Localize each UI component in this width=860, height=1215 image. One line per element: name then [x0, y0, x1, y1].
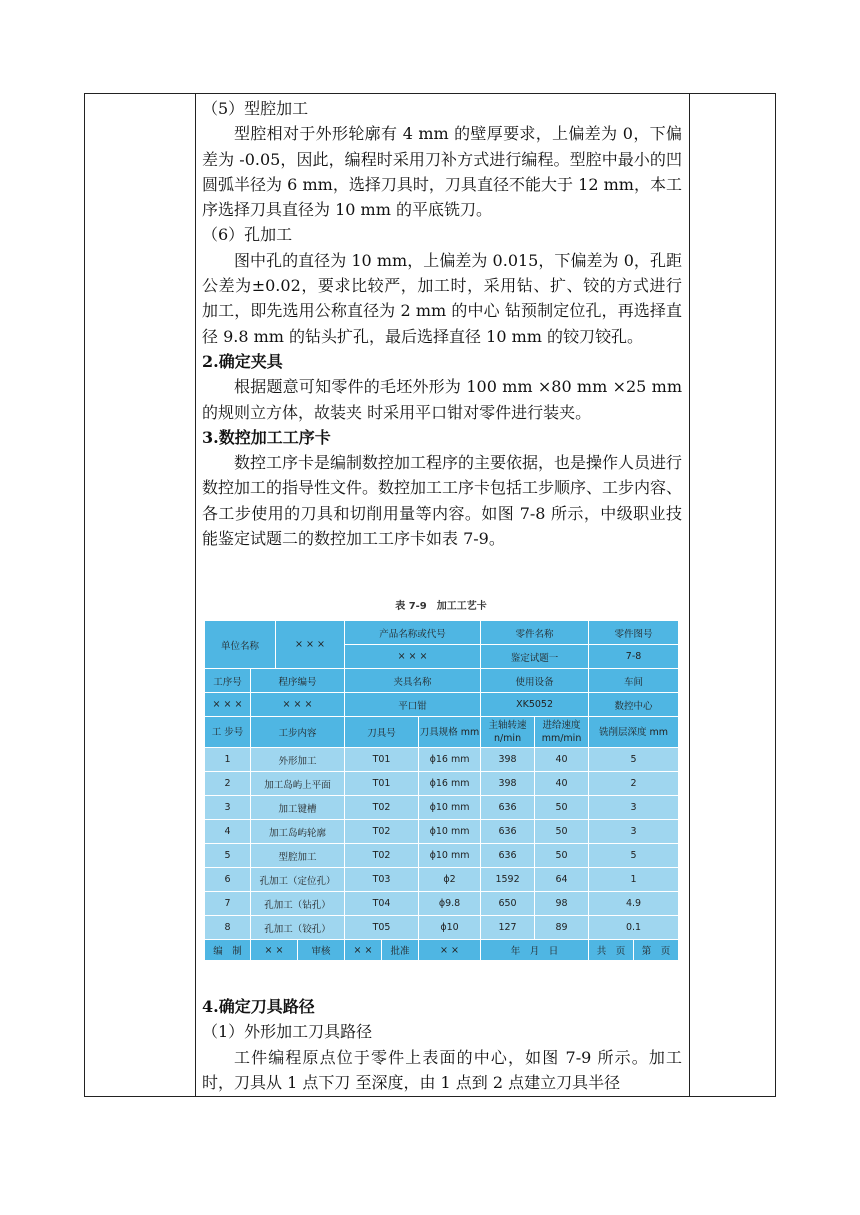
fixture-heading: 2.确定夹具 [202, 351, 283, 371]
fixture-value: 平口钳 [345, 693, 481, 717]
column-divider-right [689, 94, 690, 1096]
product-value: × × × [345, 645, 481, 669]
table-row [205, 892, 679, 916]
card-body: 数控工序卡是编制数控加工程序的主要依据，也是操作人员进行数控加工的指导性文件。数控加工工序卡包括工步顺序、工步内容、各工步使用的刀具和切削用量等内容。如图 7-8 所示，中级职业技能鉴定试题二的数控加工工序卡如表 7-9。 [202, 453, 683, 549]
path-body: 工件编程原点位于零件上表面的中心，如图 7-9 所示。加工时，刀具从 1 点下刀 至深度，由 1 点到 2 点建立刀具半径 [202, 1047, 682, 1092]
path-sub: （1）外形加工刀具路径 [202, 1022, 373, 1042]
cell-spec: ϕ10 mm [419, 844, 481, 868]
sec5-body: 型腔相对于外形轮廓有 4 mm 的壁厚要求，上偏差为 0，下偏差为 -0.05，因此，编程时采用刀补方式进行编程。型腔中最小的凹圆弧半径为 6 mm，选择刀具时，刀具直径不能大于 12 mm，本工序选择刀具直径为 10 mm 的平底铣刀。 [202, 124, 682, 220]
part-name-label: 零件名称 [481, 621, 589, 645]
header-row-4 [205, 693, 679, 717]
step-rows [205, 748, 679, 940]
unit-cell [205, 621, 345, 669]
compile-value: × × [251, 940, 298, 960]
column-header-row [205, 717, 679, 748]
cell-spec: ϕ10 mm [419, 796, 481, 820]
cell-feed: 50 [535, 820, 589, 844]
cell-depth: 2 [589, 772, 679, 796]
table-row [205, 772, 679, 796]
review-label: 审核 [311, 946, 331, 957]
unit-value: × × × [295, 639, 325, 650]
main-text [202, 96, 682, 551]
equip-label: 使用设备 [481, 669, 589, 693]
proc-no-value: × × × [205, 693, 251, 717]
equip-value: XK5052 [481, 693, 589, 717]
cell-content: 孔加工（钻孔） [251, 892, 345, 916]
cell-feed: 89 [535, 916, 589, 940]
shop-value: 数控中心 [589, 693, 679, 717]
cell-step: 5 [205, 844, 251, 868]
compile-label: 编 制 [205, 940, 251, 961]
table-row [205, 796, 679, 820]
cell-spec: ϕ10 mm [419, 820, 481, 844]
fixture-body: 根据题意可知零件的毛坯外形为 100 mm ×80 mm ×25 mm 的规则立方体，故装夹 时采用平口钳对零件进行装夹。 [202, 377, 682, 422]
header-row-3 [205, 669, 679, 693]
table-row [205, 844, 679, 868]
cell-content: 加工岛屿轮廓 [251, 820, 345, 844]
table-row [205, 916, 679, 940]
cell-tool: T03 [345, 868, 419, 892]
cell-step: 3 [205, 796, 251, 820]
review-cell [345, 940, 419, 961]
cell-content: 加工键槽 [251, 796, 345, 820]
fixture-label: 夹具名称 [345, 669, 481, 693]
col-spec: 刀具规格 mm [419, 717, 481, 748]
cell-step: 6 [205, 868, 251, 892]
footer-row [205, 940, 679, 961]
col-content: 工步内容 [251, 717, 345, 748]
cell-spec: ϕ16 mm [419, 748, 481, 772]
cell-depth: 5 [589, 844, 679, 868]
col-tool: 刀具号 [345, 717, 419, 748]
cell-tool: T05 [345, 916, 419, 940]
review-value: × × [345, 940, 382, 960]
cell-spec: ϕ10 [419, 916, 481, 940]
col-depth: 铣削层深度 mm [589, 717, 679, 748]
page-number: 第 页 [641, 946, 671, 957]
cell-tool: T01 [345, 748, 419, 772]
card-heading: 3.数控加工工序卡 [202, 427, 331, 447]
cell-tool: T02 [345, 844, 419, 868]
cell-depth: 3 [589, 820, 679, 844]
cell-spec: ϕ2 [419, 868, 481, 892]
prog-no-label: 程序编号 [251, 669, 345, 693]
cell-depth: 5 [589, 748, 679, 772]
process-card-table [204, 620, 679, 961]
approve-label: 批准 [390, 946, 410, 957]
path-heading: 4.确定刀具路径 [202, 997, 315, 1016]
table-caption: 表 7-9 加工工艺卡 [395, 601, 487, 612]
cell-feed: 50 [535, 796, 589, 820]
cell-feed: 64 [535, 868, 589, 892]
header-row-1 [205, 621, 679, 645]
cell-tool: T04 [345, 892, 419, 916]
cell-speed: 636 [481, 820, 535, 844]
sec6-title: （6）孔加工 [202, 225, 293, 245]
col-speed: 主轴转速 n/min [481, 717, 535, 748]
cell-step: 1 [205, 748, 251, 772]
proc-no-label: 工序号 [205, 669, 251, 693]
cell-spec: ϕ9.8 [419, 892, 481, 916]
cell-content: 外形加工 [251, 748, 345, 772]
cell-step: 8 [205, 916, 251, 940]
cell-spec: ϕ16 mm [419, 772, 481, 796]
cell-content: 孔加工（定位孔） [251, 868, 345, 892]
cell-depth: 1 [589, 868, 679, 892]
process-card-figure [204, 600, 678, 961]
cell-depth: 0.1 [589, 916, 679, 940]
cell-speed: 1592 [481, 868, 535, 892]
cell-speed: 636 [481, 796, 535, 820]
total-pages: 共 页 [589, 940, 634, 960]
cell-feed: 40 [535, 772, 589, 796]
table-row [205, 868, 679, 892]
approve-value: × × [419, 940, 481, 961]
page-cell [589, 940, 679, 961]
cell-content: 型腔加工 [251, 844, 345, 868]
cell-feed: 98 [535, 892, 589, 916]
cell-depth: 4.9 [589, 892, 679, 916]
cell-feed: 50 [535, 844, 589, 868]
table-row [205, 748, 679, 772]
col-step: 工 步号 [205, 717, 251, 748]
part-no-label: 零件图号 [589, 621, 679, 645]
cell-depth: 3 [589, 796, 679, 820]
table-row [205, 820, 679, 844]
date-cell: 年 月 日 [481, 940, 589, 961]
cell-tool: T02 [345, 796, 419, 820]
cell-step: 4 [205, 820, 251, 844]
compile-cell [251, 940, 345, 961]
col-feed: 进给速度 mm/min [535, 717, 589, 748]
cell-content: 孔加工（铰孔） [251, 916, 345, 940]
part-name-value: 鉴定试题一 [481, 645, 589, 669]
cell-speed: 127 [481, 916, 535, 940]
part-no-value: 7-8 [589, 645, 679, 669]
cell-speed: 650 [481, 892, 535, 916]
cell-content: 加工岛屿上平面 [251, 772, 345, 796]
path-section [202, 994, 682, 1095]
cell-tool: T01 [345, 772, 419, 796]
sec5-title: （5）型腔加工 [202, 99, 309, 118]
cell-speed: 398 [481, 748, 535, 772]
cell-speed: 398 [481, 772, 535, 796]
cell-feed: 40 [535, 748, 589, 772]
unit-label: 单位名称 [205, 621, 276, 668]
product-label: 产品名称或代号 [345, 621, 481, 645]
shop-label: 车间 [589, 669, 679, 693]
cell-step: 2 [205, 772, 251, 796]
cell-step: 7 [205, 892, 251, 916]
sec6-body: 图中孔的直径为 10 mm，上偏差为 0.015，下偏差为 0，孔距公差为±0.02，要求比较严，加工时，采用钻、扩、铰的方式进行加工，即先选用公称直径为 2 mm 的中心 钻预制定位孔，再选择直径 9.8 mm 的钻头扩孔，最后选择直径 10 mm 的铰刀铰孔。 [202, 250, 682, 346]
cell-tool: T02 [345, 820, 419, 844]
column-divider-left [195, 94, 196, 1096]
cell-speed: 636 [481, 844, 535, 868]
prog-no-value: × × × [251, 693, 345, 717]
